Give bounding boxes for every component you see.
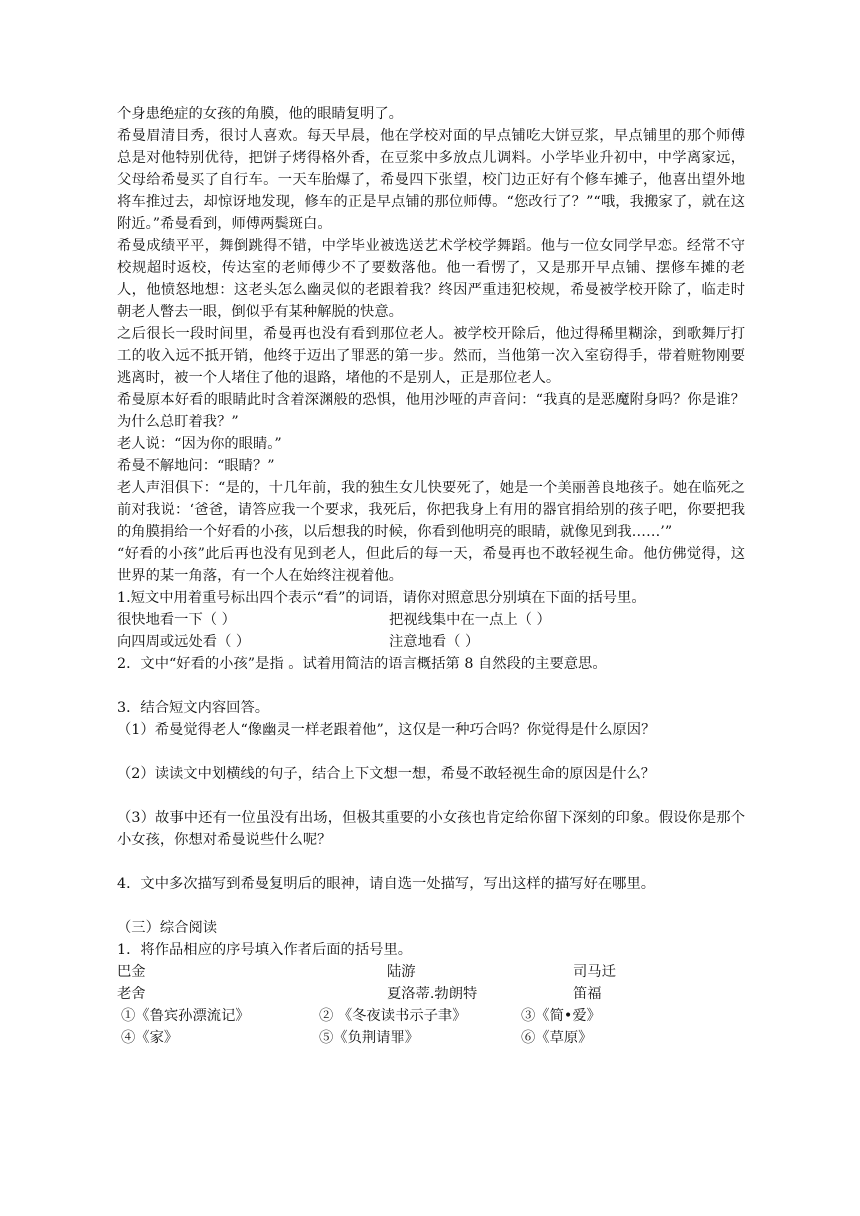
work-title: ①《鲁宾孙漂流记》 <box>121 1008 250 1024</box>
author-name: 司马迁 <box>573 964 616 980</box>
author-row <box>117 983 745 1005</box>
worksheet-page <box>117 103 745 1049</box>
blank-item: 很快地看一下（ ） <box>117 612 236 628</box>
passage-paragraph: 希曼原本好看的眼睛此时含着深渊般的恐惧，他用沙哑的声音问：“我真的是恶魔附身吗？你是谁？为什么总盯着我？” <box>117 392 745 430</box>
passage-paragraph: “好看的小孩”此后再也没有见到老人，但此后的每一天，希曼再也不敢轻视生命。他仿佛觉得，这世界的某一角落，有一个人在始终注视着他。 <box>117 546 745 584</box>
question-3-sub-2: （2）读读文中划横线的句子，结合上下文想一想，希曼不敢轻视生命的原因是什么？ <box>117 766 656 782</box>
author-name: 老舍 <box>117 986 146 1002</box>
section-heading: （三）综合阅读 <box>117 920 218 936</box>
passage-paragraph: 希曼成绩平平，舞倒跳得不错，中学毕业被选送艺术学校学舞蹈。他与一位女同学早恋。经常不守校规超时返校，传达室的老师傅少不了要数落他。他一看愣了，又是那开早点铺、摆修车摊的老人，他愤怒地想：这老头怎么幽灵似的老跟着我？终因严重违犯校规，希曼被学校开除了，临走时朝老人瞥去一眼，倒似乎有某种解脱的快意。 <box>117 238 745 320</box>
section-question-1: 1．将作品相应的序号填入作者后面的括号里。 <box>117 942 413 958</box>
works-row <box>117 1005 745 1027</box>
author-name: 巴金 <box>117 964 146 980</box>
question-1: 1.短文中用着重号标出四个表示“看”的词语，请你对照意思分别填在下面的括号里。 <box>117 590 646 606</box>
work-title: ④《家》 <box>121 1030 179 1046</box>
question-1-row <box>117 609 745 631</box>
passage-paragraph: 个身患绝症的女孩的角膜，他的眼睛复明了。 <box>117 106 403 122</box>
passage-paragraph: 之后很长一段时间里，希曼再也没有看到那位老人。被学校开除后，他过得稀里糊涂，到歌舞厅打工的收入远不抵开销，他终于迈出了罪恶的第一步。然而，当他第一次入室窃得手，带着赃物刚要逃离时，被一个人堵住了他的退路，堵他的不是别人，正是那位老人。 <box>117 326 745 386</box>
author-row <box>117 961 745 983</box>
work-title: ⑤《负荆请罪》 <box>319 1030 420 1046</box>
passage-paragraph: 希曼不解地问：“眼睛？” <box>117 458 275 474</box>
blank-item: 把视线集中在一点上（ ） <box>389 612 551 628</box>
work-title: ② 《冬夜读书示子聿》 <box>319 1008 467 1024</box>
author-name: 陆游 <box>387 964 416 980</box>
works-row <box>117 1027 745 1049</box>
question-1-row <box>117 631 745 653</box>
question-3: 3．结合短文内容回答。 <box>117 700 270 716</box>
author-name: 夏洛蒂.勃朗特 <box>387 986 478 1002</box>
passage-paragraph: 老人说：“因为你的眼睛。” <box>117 436 282 452</box>
author-name: 笛福 <box>573 986 602 1002</box>
work-title: ⑥《草原》 <box>521 1030 593 1046</box>
question-2: 2．文中“好看的小孩”是指 。试着用简洁的语言概括第 8 自然段的主要意思。 <box>117 656 607 672</box>
question-3-sub-1: （1）希曼觉得老人“像幽灵一样老跟着他”，这仅是一种巧合吗？你觉得是什么原因？ <box>117 722 656 738</box>
passage-paragraph: 希曼眉清目秀，很讨人喜欢。每天早晨，他在学校对面的早点铺吃大饼豆浆，早点铺里的那个师傅总是对他特别优待，把饼子烤得格外香，在豆浆中多放点儿调料。小学毕业升初中，中学离家远，父母给希曼买了自行车。一天车胎爆了，希曼四下张望，校门边正好有个修车摊子，他喜出望外地将车推过去，却惊讶地发现，修车的正是早点铺的那位师傅。“您改行了？”“哦，我搬家了，就在这附近。”希曼看到，师傅两鬓斑白。 <box>117 128 745 232</box>
blank-item: 注意地看（ ） <box>389 634 480 650</box>
blank-item: 向四周或远处看（ ） <box>117 634 251 650</box>
work-title: ③《简•爱》 <box>521 1008 601 1024</box>
question-3-sub-3: （3）故事中还有一位虽没有出场，但极其重要的小女孩也肯定给你留下深刻的印象。假设你是那个小女孩，你想对希曼说些什么呢？ <box>117 810 745 848</box>
question-4: 4．文中多次描写到希曼复明后的眼神，请自选一处描写，写出这样的描写好在哪里。 <box>117 876 656 892</box>
passage-paragraph: 老人声泪俱下：“是的，十几年前，我的独生女儿快要死了，她是一个美丽善良地孩子。她在临死之前对我说：‘爸爸，请答应我一个要求，我死后，你把我身上有用的器官捐给别的孩子吧，你要把我的角膜捐给一个好看的小孩，以后想我的时候，你看到他明亮的眼睛，就像见到我……’” <box>117 480 745 540</box>
